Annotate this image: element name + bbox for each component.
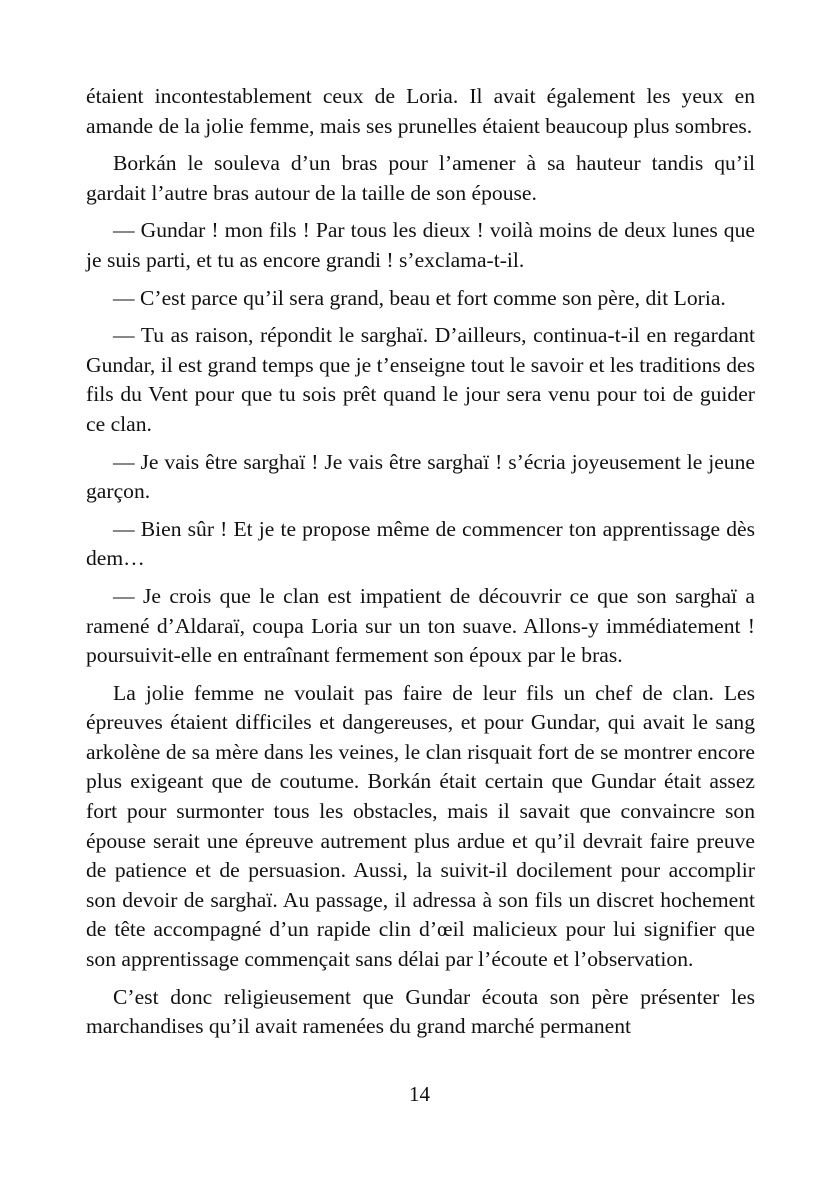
page-number: 14 [409,1082,430,1106]
paragraph: étaient incontestablement ceux de Loria. Il avait également les yeux en amande de la jolie femme, mais ses prunelles étaient beaucoup plus sombres. [86,84,755,138]
paragraph: — Gundar ! mon fils ! Par tous les dieux ! voilà moins de deux lunes que je suis parti, et tu as encore grandi ! s’exclama-t-il. [86,218,755,272]
paragraph: Borkán le souleva d’un bras pour l’amener à sa hauteur tandis qu’il gardait l’autre bras autour de la taille de son épouse. [86,151,755,205]
paragraph: — Bien sûr ! Et je te propose même de commencer ton apprentissage dès dem… [86,516,755,571]
paragraph: — C’est parce qu’il sera grand, beau et fort comme son père, dit Loria. [113,285,726,310]
paragraph: La jolie femme ne voulait pas faire de leur fils un chef de clan. Les épreuves étaient difficiles et dangereuses, et pour Gundar, qui avait le sang arkolène de sa mère dans les veines, le clan risquait fort de se montrer encore plus exigeant que de coutume. Borkán était certain que Gundar était assez fort pour surmonter tous les obstacles, mais il savait que convaincre son épouse serait une épreuve autrement plus ardue et qu’il devrait faire preuve de patience et de persuasion. Aussi, la suivit-il docilement pour accomplir son devoir de sarghaï. Au passage, il adressa à son fils un discret hochement de tête accompagné d’un rapide clin d’œil malicieux pour lui signifier que son apprentissage commençait sans délai par l’écoute et l’observation. [86,680,755,972]
page-body [86,82,755,1050]
paragraph: — Je crois que le clan est impatient de découvrir ce que son sarghaï a ramené d’Aldaraï, coupa Loria sur un ton suave. Allons-y immédiatement ! poursuivit-elle en entraînant fermement son époux par le bras. [86,583,755,668]
paragraph: — Je vais être sarghaï ! Je vais être sarghaï ! s’écria joyeusement le jeune garçon. [86,449,755,504]
paragraph: — Tu as raison, répondit le sarghaï. D’ailleurs, continua-t-il en regardant Gundar, il est grand temps que je t’enseigne tout le savoir et les traditions des fils du Vent pour que tu sois prêt quand le jour sera venu pour toi de guider ce clan. [86,323,755,436]
paragraph: C’est donc religieusement que Gundar écouta son père présenter les marchandises qu’il avait ramenées du grand marché permanent [86,984,755,1039]
